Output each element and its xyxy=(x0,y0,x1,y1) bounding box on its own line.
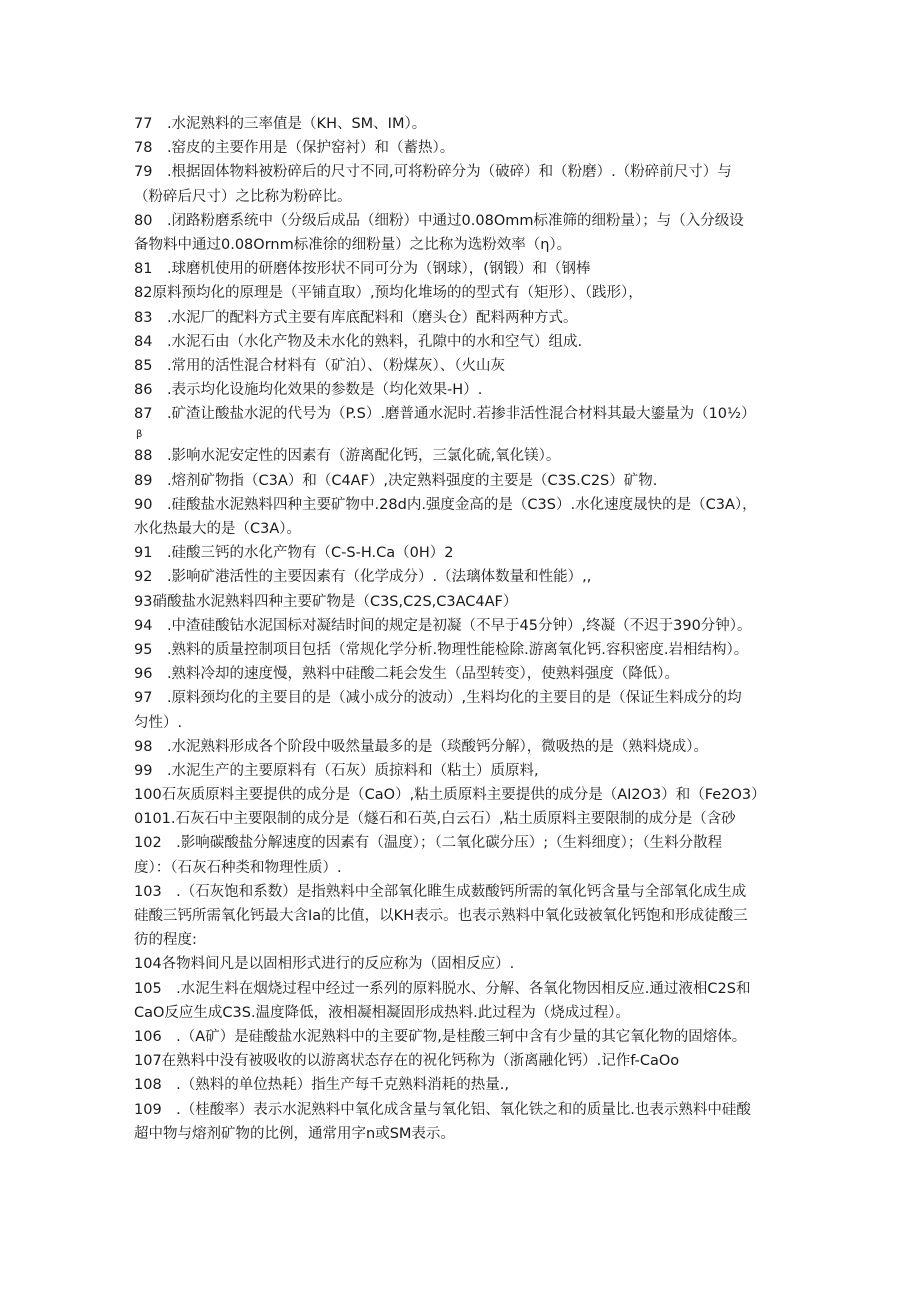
text-line: 89 .熔剂矿物指（C3A）和（C4AF）,决定熟料强度的主要是（C3S.C2S）矿物. xyxy=(134,472,658,489)
text-line: 77 .水泥熟料的三率值是（KH、SM、IM）。 xyxy=(134,116,427,132)
text-line: 83 .水泥厂的配料方式主要有库底配料和（磨头仓）配料两种方式。 xyxy=(134,309,578,326)
text-line: 度）：（石灰石种类和物理性质）. xyxy=(134,859,342,876)
text-line: 96 .熟料冷却的速度慢，熟料中硅酸二耗会发生（品型转变），使熟料强度（降低）。 xyxy=(134,666,680,683)
text-line: 水化热最大的是（C3A）。 xyxy=(134,521,302,537)
text-line: 84 .水泥石由（水化产物及未水化的熟料，孔隙中的水和空气）组成. xyxy=(134,333,583,350)
text-line: 107在熟料中没有被吸收的以游离状态存在的祝化钙称为（浙离融化钙）.记作f-CaOo xyxy=(134,1053,680,1070)
text-line: 93硝酸盐水泥熟料四种主要矿物是（C3S,C2S,C3AC4AF） xyxy=(134,593,518,610)
text-line: 99 .水泥生产的主要原料有（石灰）质掠料和（粘土）质原料, xyxy=(134,762,539,779)
text-line: 94 .中渣硅酸钻水泥国标对凝结时间的规定是初凝（不早于45分钟）,终凝（不迟于390分钟）。 xyxy=(134,617,752,634)
text-line: （粉碎后尺寸）之比称为粉碎比。 xyxy=(134,188,352,205)
text-line: 90 .硅酸盐水泥熟料四种主要矿物中.28d内.强度金高的是（C3S）.水化速度晟快的是（C3A）， xyxy=(134,496,757,513)
text-line: 87 .矿渣让酸盐水泥的代号为（P.S）.磨普通水泥时.若掺非活性混合材料其最大鎏量为（10½） xyxy=(134,406,756,423)
text-line: 85 .常用的活性混合材料有（矿泊）、（粉煤灰）、（火山灰 xyxy=(134,357,506,374)
text-line: 超中物与熔剂矿物的比例，通常用字n或SM表示。 xyxy=(134,1125,455,1142)
text-line: 103 .（石灰饱和系数）是指熟料中全部氧化睢生成薮酸钙所需的氧化钙含量与全部氧化成生成 xyxy=(134,883,747,900)
text-line: 98 .水泥熟料形成各个阶段中吸然量最多的是（琰酸钙分解），微吸热的是（熟料烧成）。 xyxy=(134,738,709,755)
text-line: 102 .影响碳酸盐分解速度的因素有（温度）；（二氧化碳分压）;（生料细度）；（生料分散程 xyxy=(134,835,723,852)
text-line: 105 .水泥生料在烟烧过程中经过一系列的原料脱水、分解、各氧化物因相反应.通过液相C2S和 xyxy=(134,980,751,997)
text-line: 104各物料间凡是以固相形式进行的反应称为（固相反应）. xyxy=(134,956,515,973)
text-line: 硅酸三钙所需氧化钙最大含Ia的比值，以KH表示。也表示熟料中氧化豉被氧化钙饱和形成徒酸三 xyxy=(134,908,748,924)
text-line: 88 .影响水泥安定性的因素有（游离配化钙，三氯化硫,氧化镁）。 xyxy=(134,448,561,465)
document-body xyxy=(134,112,794,1146)
text-line: 匀性）. xyxy=(134,714,183,731)
text-line: 100石灰质原料主要提供的成分是（CaO）,粘土质原料主要提供的成分是（AI2O3）和（Fe2O3） xyxy=(134,787,766,804)
text-line: 81 .球磨机使用的研磨体按形状不同可分为（钢球），(钢锻）和（钢棒 xyxy=(134,261,591,278)
text-line: 80 .闭路粉磨系统中（分级后成品（细粉）中通过0.08Omm标准筛的细粉量）；与（入分级设 xyxy=(134,212,744,229)
text-line-fragment: β xyxy=(136,429,143,441)
text-line: CaO反应生成C3S.温度降低，液相凝相凝固形成热料.此过程为（烧成过程）。 xyxy=(134,1004,630,1021)
text-line: 108 .（熟料的单位热耗）指生产每千克熟料消耗的热量., xyxy=(134,1077,510,1094)
text-line: 95 .熟料的质量控制项目包括（常规化学分析.物理性能检除.游离氧化钙.容积密度.岩相结构）。 xyxy=(134,641,749,658)
text-line: 79 .根据固体物料被粉碎后的尺寸不同,可将粉碎分为（破碎）和（粉磨）.（粉碎前尺寸）与 xyxy=(134,164,732,181)
text-line: 0101.石灰石中主要限制的成分是（燧石和石英,白云石）,粘土质原料主要限制的成分是（含砂 xyxy=(134,811,736,828)
text-line: 82原料预均化的原理是（平铺直取）,预均化堆场的的型式有（矩形）、（践形）， xyxy=(134,285,643,302)
text-line: 备物料中通过0.08Ornm标准徐的细粉量）之比称为选粉效率（η）。 xyxy=(134,236,572,253)
text-line: 78 .窑皮的主要作用是（保护窑衬）和（蓄热）。 xyxy=(134,140,455,157)
text-line: 92 .影响矿港活性的主要因素有（化学成分）.（法璃体数量和性能）,, xyxy=(134,569,592,586)
text-line: 109 .（桂酸率）表示水泥熟料中氧化成含量与氧化铝、氧化铁之和的质量比.也表示熟料中硅酸 xyxy=(134,1101,751,1118)
text-line: 86 .表示均化设施均化效果的参数是（均化效果-H）. xyxy=(134,382,483,399)
text-line: 97 .原料颈均化的主要目的是（减小成分的波动）,生料均化的主要目的是（保证生料成分的均 xyxy=(134,690,742,707)
text-line: 106 .（A矿）是硅酸盐水泥熟料中的主要矿物,是桂酸三轲中含有少量的其它氧化物的固熔体。 xyxy=(134,1028,747,1045)
text-line: 彷的程度: xyxy=(134,932,197,949)
text-line: 91 .硅酸三钙的水化产物有（C-S-H.Ca（0H）2 xyxy=(134,545,454,562)
